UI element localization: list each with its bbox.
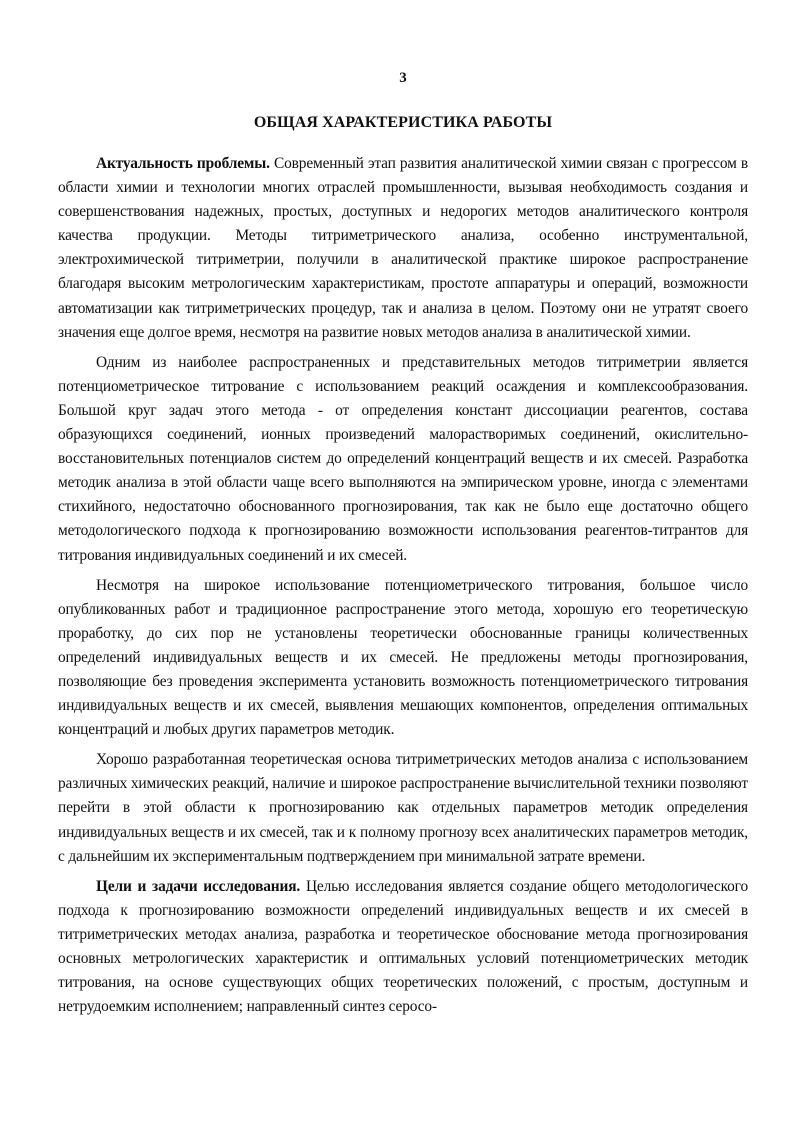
- paragraph-text: Несмотря на широкое использование потенциометрического титрования, большое число опубликованных работ и традиционное распространение этого метода, хорошую его теоретическую проработку, до сих пор не установлены теоретически обоснованные границы количественных определений индивидуальных веществ и их смесей. Не предложены методы прогнозирования, позволяющие без проведения эксперимента установить возможность потенциометрического титрования индивидуальных веществ и их смесей, выявления мешающих компонентов, определения оптимальных концентраций и любых других параметров методик.: [58, 576, 748, 739]
- paragraph-methods: [58, 351, 748, 568]
- paragraph-prospects: [58, 748, 748, 868]
- paragraph-text: Современный этап развития аналитической химии связан с прогрессом в области химии и технологии многих отраслей промышленности, вызывая необходимость создания и совершенствования надежных, простых, доступных и недорогих методов аналитического контроля качества продукции. Методы титриметрического анализа, особенно инструментальной, электрохимической титриметрии, получили в аналитической практике широкое распространение благодаря высоким метрологическим характеристикам, простоте аппаратуры и операций, возможности автоматизации как титриметрических процедур, так и анализа в целом. Поэтому они не утратят своего значения еще долгое время, несмотря на развитие новых методов анализа в аналитической химии.: [58, 155, 748, 341]
- paragraph-goals: [58, 875, 748, 1020]
- page-number: 3: [399, 70, 407, 86]
- paragraph-text: Одним из наиболее распространенных и представительных методов титриметрии является потенциометрическое титрование с использованием реакций осаждения и комплексообразования. Большой круг задач этого метода - от определения констант диссоциации реагентов, состава образующихся соединений, ионных произведений малорастворимых соединений, окислительно-восстановительных потенциалов систем до определений концентраций веществ и их смесей. Разработка методик анализа в этой области чаще всего выполняются на эмпирическом уровне, иногда с элементами стихийного, недостаточно обоснованного прогнозирования, так как не было еще достаточно общего методологического подхода к прогнозированию возможности использования реагентов-титрантов для титрования индивидуальных соединений и их смесей.: [58, 353, 748, 564]
- paragraph-text: Целью исследования является создание общего методологического подхода к прогнозированию возможности определений индивидуальных веществ и их смесей в титриметрических методах анализа, разработка и теоретическое обоснование метода прогнозирования основных метрологических характеристик и оптимальных условий потенциометрических методик титрования, на основе существующих общих теоретических положений, с простым, доступным и нетрудоемким исполнением; направленный синтез серосо-: [58, 877, 749, 1016]
- paragraph-relevance: [58, 152, 748, 345]
- paragraph-lead: Актуальность проблемы.: [96, 155, 270, 172]
- section-title: ОБЩАЯ ХАРАКТЕРИСТИКА РАБОТЫ: [253, 114, 553, 131]
- paragraph-lead: Цели и задачи исследования.: [96, 877, 301, 895]
- paragraph-text: Хорошо разработанная теоретическая основа титриметрических методов анализа с использованием различных химических реакций, наличие и широкое распространение вычислительной техники позволяют перейти в этой области к прогнозированию как отдельных параметров методик определения индивидуальных веществ и их смесей, так и к полному прогнозу всех аналитических параметров методик, с дальнейшим их экспериментальным подтверждением при минимальной затрате времени.: [58, 751, 748, 865]
- paragraph-limitations: [58, 574, 748, 743]
